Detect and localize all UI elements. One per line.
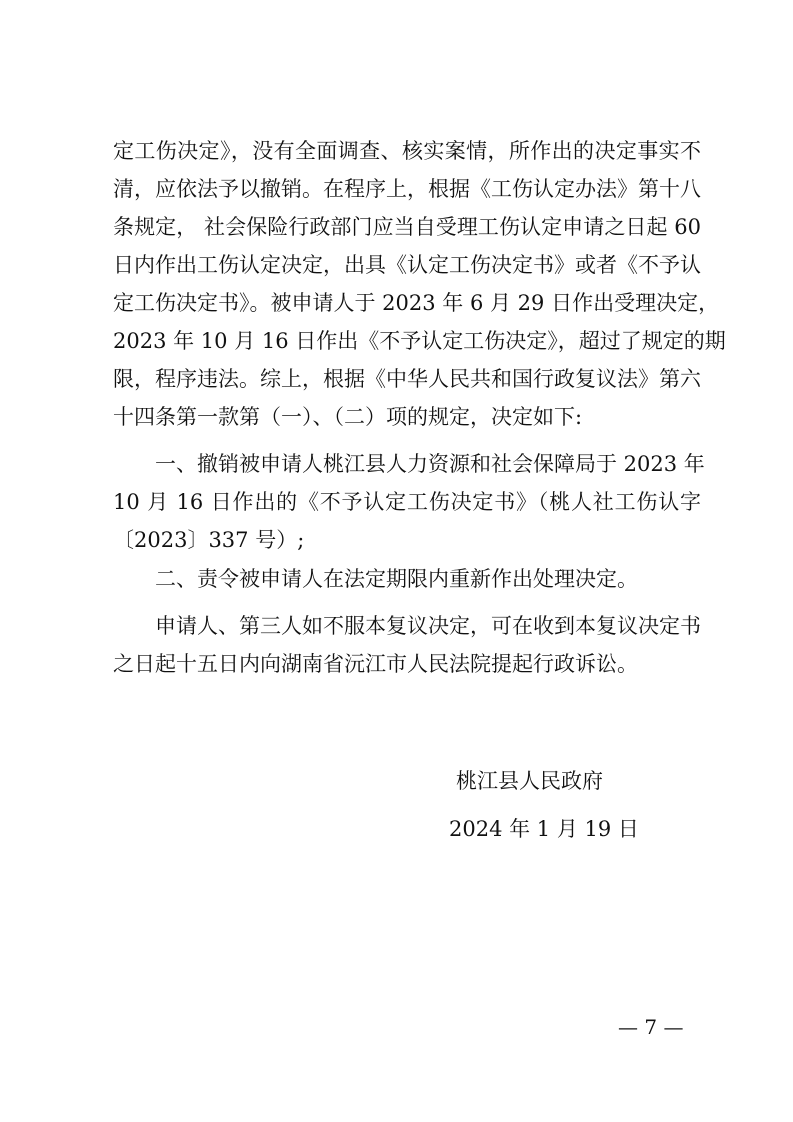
body-line: 定工伤决定书》。被申请人于 2023 年 6 月 29 日作出受理决定， xyxy=(113,291,720,315)
body-line: 2023 年 10 月 16 日作出《不予认定工伤决定》，超过了规定的期 xyxy=(113,329,726,353)
body-line: 定工伤决定》，没有全面调查、核实案情，所作出的决定事实不 xyxy=(113,139,701,163)
body-line: 限，程序违法。综上，根据《中华人民共和国行政复议法》第六 xyxy=(113,367,701,391)
decision-item-2-line: 二、责令被申请人在法定期限内重新作出处理决定。 xyxy=(155,567,638,591)
decision-item-1-line: 一、撤销被申请人桃江县人力资源和社会保障局于 2023 年 xyxy=(155,452,705,476)
page-number: — 7 — xyxy=(618,1015,684,1039)
body-line: 日内作出工伤认定决定，出具《认定工伤决定书》或者《不予认 xyxy=(113,253,701,277)
body-line: 清，应依法予以撤销。在程序上，根据《工伤认定办法》第十八 xyxy=(113,177,701,201)
signature-organization: 桃江县人民政府 xyxy=(456,769,603,793)
decision-item-1-line: 〔2023〕337 号）; xyxy=(113,528,305,552)
decision-item-1-line: 10 月 16 日作出的《不予认定工伤决定书》（桃人社工伤认字 xyxy=(113,490,701,514)
body-line: 十四条第一款第（一）、（二）项的规定，决定如下: xyxy=(113,405,583,429)
appeal-notice-line: 之日起十五日内向湖南省沅江市人民法院提起行政诉讼。 xyxy=(113,652,638,676)
appeal-notice-line: 申请人、第三人如不服本复议决定，可在收到本复议决定书 xyxy=(155,614,701,638)
body-line: 条规定， 社会保险行政部门应当自受理工伤认定申请之日起 60 xyxy=(113,215,701,239)
signature-date: 2024 年 1 月 19 日 xyxy=(449,817,639,841)
